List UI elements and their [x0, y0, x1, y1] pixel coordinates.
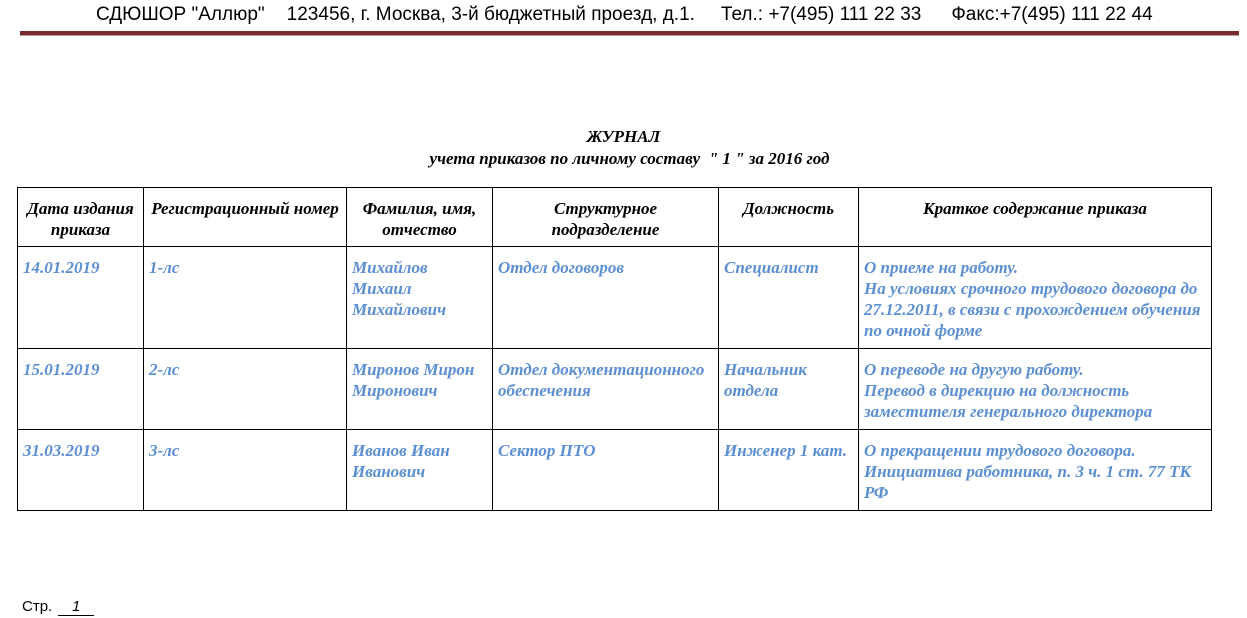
organization-fax: Факс:+7(495) 111 22 44 — [951, 4, 1153, 25]
column-header-department: Структурное подразделение — [493, 188, 719, 247]
cell-reg-number: 3-лс — [144, 430, 347, 511]
column-header-position: Должность — [719, 188, 859, 247]
cell-department: Сектор ПТО — [493, 430, 719, 511]
cell-reg-number: 1-лс — [144, 247, 347, 349]
cell-summary — [859, 349, 1212, 430]
organization-phone: Тел.: +7(495) 111 22 33 — [720, 4, 922, 25]
letterhead — [96, 4, 1153, 26]
cell-department: Отдел документационного обеспечения — [493, 349, 719, 430]
column-header-full-name: Фамилия, имя, отчество — [347, 188, 493, 247]
summary-detail: На условиях срочного трудового договора до 27.12.2011, в связи с прохождением обучения по очной форме — [864, 279, 1201, 340]
page-number: 1 — [58, 599, 94, 616]
cell-date: 14.01.2019 — [18, 247, 144, 349]
cell-summary — [859, 247, 1212, 349]
column-header-summary: Краткое содержание приказа — [859, 188, 1212, 247]
summary-title: О переводе на другую работу. — [864, 360, 1084, 379]
table-row — [18, 247, 1212, 349]
page-footer — [22, 598, 94, 616]
cell-reg-number: 2-лс — [144, 349, 347, 430]
page-label: Стр. — [22, 598, 53, 615]
letterhead-divider — [20, 31, 1239, 36]
cell-department: Отдел договоров — [493, 247, 719, 349]
cell-full-name: Иванов Иван Иванович — [347, 430, 493, 511]
document-subtitle: учета приказов по личному составу " 1 " за 2016 год — [429, 149, 830, 168]
table-row — [18, 430, 1212, 511]
organization-address: 123456, г. Москва, 3-й бюджетный проезд, д.1. — [286, 4, 695, 25]
summary-title: О прекращении трудового договора. — [864, 441, 1136, 460]
column-header-reg-number: Регистрационный номер — [144, 188, 347, 247]
summary-detail: Инициатива работника, п. 3 ч. 1 ст. 77 ТК РФ — [864, 462, 1192, 502]
cell-position: Специалист — [719, 247, 859, 349]
orders-journal-table — [17, 187, 1212, 511]
cell-summary — [859, 430, 1212, 511]
cell-date: 15.01.2019 — [18, 349, 144, 430]
cell-full-name: Миронов Мирон Миронович — [347, 349, 493, 430]
cell-position: Начальник отдела — [719, 349, 859, 430]
table-row — [18, 349, 1212, 430]
column-header-date: Дата издания приказа — [18, 188, 144, 247]
summary-detail: Перевод в дирекцию на должность заместителя генерального директора — [864, 381, 1153, 421]
cell-date: 31.03.2019 — [18, 430, 144, 511]
cell-full-name: Михайлов Михаил Михайлович — [347, 247, 493, 349]
organization-name: СДЮШОР "Аллюр" — [96, 4, 265, 25]
cell-position: Инженер 1 кат. — [719, 430, 859, 511]
table-header-row — [18, 188, 1212, 247]
summary-title: О приеме на работу. — [864, 258, 1018, 277]
document-title: ЖУРНАЛ — [586, 127, 661, 146]
document-title-block — [0, 126, 1247, 170]
